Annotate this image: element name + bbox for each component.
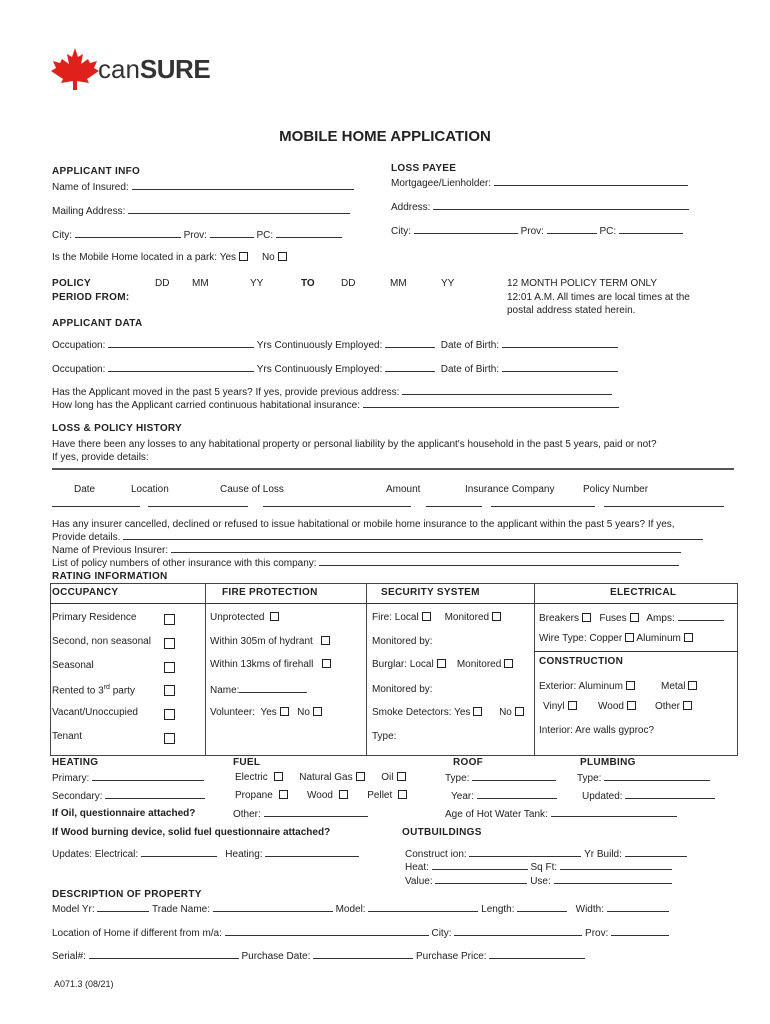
policy-numbers-field[interactable] <box>52 557 679 569</box>
wire-copper-label: Wire Type: Copper <box>539 633 623 644</box>
fire-volunteer <box>210 707 322 718</box>
pellet-checkbox[interactable] <box>398 790 407 799</box>
col-insurance-company: Insurance Company <box>465 484 555 495</box>
policy-note-line2: postal address stated herein. <box>507 305 636 316</box>
copper-checkbox[interactable] <box>625 633 634 642</box>
fire-monitored-checkbox[interactable] <box>492 612 501 621</box>
other-checkbox[interactable] <box>683 701 692 710</box>
updates-row[interactable] <box>52 848 359 860</box>
plumbing-type-field[interactable] <box>577 772 710 784</box>
previous-insurer-label: Name of Previous Insurer: <box>52 545 169 556</box>
yrs-employed-label: Yrs Continuously Employed: <box>256 340 383 351</box>
loss-company-line[interactable] <box>491 506 595 507</box>
purchase-price-label: Purchase Price: <box>415 951 487 962</box>
brand-name-light: can <box>98 54 140 84</box>
electrical-wire <box>539 633 693 644</box>
continuous-label: How long has the Applicant carried continuous habitational insurance: <box>52 400 360 411</box>
heating-primary-field[interactable] <box>52 772 204 784</box>
occupancy-tenant-checkbox[interactable] <box>164 733 175 744</box>
roof-type-field[interactable] <box>445 772 556 784</box>
rating-header-rule <box>50 603 738 604</box>
continuous-insurance-field[interactable] <box>52 399 619 411</box>
fuel-other-field[interactable] <box>233 808 368 820</box>
location-label: Location of Home if different from m/a: <box>52 928 222 939</box>
outbuilding-value-label: Value: <box>405 876 433 887</box>
col-amount: Amount <box>386 484 421 495</box>
col-date: Date <box>74 484 96 495</box>
heating-heading: HEATING <box>52 757 99 768</box>
loss-amount-line[interactable] <box>426 506 482 507</box>
volunteer-label: Volunteer: <box>210 707 256 718</box>
security-smoke <box>372 707 524 718</box>
description-city-label: City: <box>431 928 452 939</box>
exterior-vinyl <box>543 701 577 712</box>
smoke-no-checkbox[interactable] <box>515 707 524 716</box>
prov-label: Prov: <box>520 226 544 237</box>
col-policy-number: Policy Number <box>583 484 649 495</box>
fire-name-field[interactable] <box>210 684 307 696</box>
rating-col-sep-1 <box>205 583 206 756</box>
serial-label: Serial#: <box>52 951 86 962</box>
rating-col-sep-2 <box>366 583 367 756</box>
fire-hydrant <box>210 636 330 647</box>
occupancy-seasonal-checkbox[interactable] <box>164 662 175 673</box>
wire-aluminum-label: Aluminum <box>636 633 681 644</box>
roof-type-label: Type: <box>445 773 470 784</box>
model-row[interactable] <box>52 903 669 915</box>
city-label: City: <box>391 226 411 237</box>
description-prov-label: Prov: <box>585 928 609 939</box>
rented-tail: party <box>109 685 135 697</box>
serial-row[interactable] <box>52 950 585 962</box>
policy-yy-from[interactable]: YY <box>250 278 264 289</box>
park-no-checkbox[interactable] <box>278 252 287 261</box>
policy-dd-to[interactable]: DD <box>341 278 356 289</box>
cancelled-details-field[interactable] <box>52 531 703 543</box>
policy-period-label: PERIOD FROM: <box>52 292 130 303</box>
burglar-local-checkbox[interactable] <box>437 659 446 668</box>
fire-firehall <box>210 659 331 670</box>
volunteer-no-checkbox[interactable] <box>313 707 322 716</box>
tank-label: Age of Hot Water Tank: <box>445 809 548 820</box>
hot-water-tank-field[interactable] <box>445 808 677 820</box>
occupancy-primary-checkbox[interactable] <box>164 614 175 625</box>
wood-questionnaire[interactable]: If Wood burning device, solid fuel questionnaire attached? <box>52 827 331 838</box>
security-monitored-by-1[interactable]: Monitored by: <box>372 636 433 647</box>
rented-sup: rd <box>103 684 110 691</box>
roof-heading: ROOF <box>453 757 484 768</box>
burglar-local-label: Burglar: Local <box>372 659 434 670</box>
loss-table-top-rule <box>52 468 734 470</box>
occupancy-second: Second, non seasonal <box>52 636 151 647</box>
metal-checkbox[interactable] <box>688 681 697 690</box>
hydrant-checkbox[interactable] <box>321 636 330 645</box>
occupancy-vacant: Vacant/Unoccupied <box>52 707 138 718</box>
electric-label: Electric <box>235 772 268 783</box>
mortgagee-label: Mortgagee/Lienholder: <box>391 178 492 189</box>
roof-year-field[interactable] <box>451 790 557 802</box>
occupancy-primary: Primary Residence <box>52 612 137 623</box>
form-code: A071.3 (08/21) <box>54 979 114 989</box>
previous-insurer-field[interactable] <box>52 544 681 556</box>
plumbing-heading: PLUMBING <box>580 757 636 768</box>
occupation-label: Occupation: <box>52 340 106 351</box>
applicant-data-heading: APPLICANT DATA <box>52 318 143 329</box>
unprotected-checkbox[interactable] <box>270 612 279 621</box>
occupancy-vacant-checkbox[interactable] <box>164 709 175 720</box>
volunteer-no-label: No <box>297 707 310 718</box>
occupation-label: Occupation: <box>52 364 106 375</box>
outbuilding-construction-row[interactable] <box>405 848 687 860</box>
volunteer-yes-label: Yes <box>260 707 277 718</box>
fuel-wood-label: Wood <box>307 790 333 801</box>
security-fire <box>372 612 501 623</box>
exterior-aluminum <box>539 681 635 692</box>
mailing-address-field[interactable] <box>52 205 350 217</box>
losses-question: Have there been any losses to any habitational property or personal liability by the applicant's household in the past 5 years, paid or not? <box>52 439 657 450</box>
smoke-no-label: No <box>499 707 512 718</box>
model-label: Model: <box>335 904 366 915</box>
loss-date-line[interactable] <box>52 506 140 507</box>
prov-label: Prov: <box>183 230 207 241</box>
park-yes-checkbox[interactable] <box>239 252 248 261</box>
park-question <box>52 252 287 263</box>
metal-label: Metal <box>661 681 686 692</box>
city-label: City: <box>52 230 72 241</box>
aluminum-checkbox[interactable] <box>684 633 693 642</box>
occupation-row-2[interactable] <box>52 363 618 375</box>
wood-checkbox[interactable] <box>627 701 636 710</box>
description-heading: DESCRIPTION OF PROPERTY <box>52 889 202 900</box>
loss-payee-heading: LOSS PAYEE <box>391 163 457 174</box>
policy-dd-from[interactable]: DD <box>155 278 170 289</box>
pc-label: PC: <box>599 226 617 237</box>
exterior-wood <box>598 701 636 712</box>
heating-secondary-field[interactable] <box>52 790 205 802</box>
policy-mm-from[interactable]: MM <box>192 278 209 289</box>
address-label: Address: <box>391 202 431 213</box>
oil-label: Oil <box>381 772 394 783</box>
exterior-other <box>655 701 692 712</box>
fuses-checkbox[interactable] <box>630 613 639 622</box>
losses-details-prompt: If yes, provide details: <box>52 452 149 463</box>
fire-local-checkbox[interactable] <box>422 612 431 621</box>
pellet-label: Pellet <box>367 790 393 801</box>
electric-checkbox[interactable] <box>274 772 283 781</box>
col-cause: Cause of Loss <box>220 484 284 495</box>
construction-rule <box>534 651 738 652</box>
outbuildings-heading: OUTBUILDINGS <box>402 827 482 838</box>
loss-history-heading: LOSS & POLICY HISTORY <box>52 423 183 434</box>
park-yes-label: Yes <box>219 252 237 263</box>
smoke-yes-label: Smoke Detectors: Yes <box>372 707 471 718</box>
electrical-breakers <box>539 612 724 624</box>
applicant-info-heading: APPLICANT INFO <box>52 166 141 177</box>
moved-label: Has the Applicant moved in the past 5 years? If yes, provide previous address: <box>52 387 400 398</box>
plumbing-updated-label: Updated: <box>582 791 623 802</box>
width-label: Width: <box>575 904 604 915</box>
yrs-employed-label: Yrs Continuously Employed: <box>256 364 383 375</box>
occupancy-heading: OCCUPANCY <box>52 587 119 598</box>
loss-policy-line[interactable] <box>604 506 724 507</box>
plumbing-type-label: Type: <box>577 773 602 784</box>
natural-gas-checkbox[interactable] <box>356 772 365 781</box>
fire-local-label: Fire: Local <box>372 612 419 623</box>
hydrant-label: Within 305m of hydrant <box>210 636 313 647</box>
vinyl-checkbox[interactable] <box>568 701 577 710</box>
electrical-heading: ELECTRICAL <box>610 587 677 598</box>
rented-label: Rented to 3 <box>52 685 104 697</box>
security-heading: SECURITY SYSTEM <box>381 587 480 598</box>
updates-heating-label: Heating: <box>225 849 263 860</box>
fuel-heading: FUEL <box>233 757 261 768</box>
park-no-label: No <box>261 252 275 263</box>
smoke-yes-checkbox[interactable] <box>473 707 482 716</box>
mailing-label: Mailing Address: <box>52 206 126 217</box>
policy-term: 12 MONTH POLICY TERM ONLY <box>507 278 658 289</box>
dob-label: Date of Birth: <box>440 364 500 375</box>
interior-gyproc[interactable]: Interior: Are walls gyproc? <box>539 725 655 736</box>
policy-note-line1: 12:01 A.M. All times are local times at the <box>507 292 690 303</box>
fuel-row-2 <box>235 790 407 801</box>
outbuilding-heat-row[interactable] <box>405 861 672 873</box>
policy-to-label: TO <box>301 278 315 289</box>
applicant-city-row[interactable] <box>52 229 342 241</box>
fuses-label: Fuses <box>599 613 627 624</box>
firehall-checkbox[interactable] <box>322 659 331 668</box>
volunteer-yes-checkbox[interactable] <box>280 707 289 716</box>
col-location: Location <box>131 484 169 495</box>
occupation-row-1[interactable] <box>52 339 618 351</box>
dob-label: Date of Birth: <box>440 340 500 351</box>
fuel-row-1 <box>235 772 406 783</box>
secondary-label: Secondary: <box>52 791 103 802</box>
maple-leaf-icon <box>50 48 100 90</box>
roof-year-label: Year: <box>451 791 474 802</box>
outbuilding-yr-label: Yr Build: <box>584 849 622 860</box>
security-monitored-by-2[interactable]: Monitored by: <box>372 684 433 695</box>
name-insured-label: Name of Insured: <box>52 182 129 193</box>
pc-label: PC: <box>256 230 274 241</box>
wood-label: Wood <box>598 701 624 712</box>
occupancy-seasonal: Seasonal <box>52 660 94 671</box>
mortgagee-field[interactable] <box>391 177 688 189</box>
fire-name-label: Name: <box>210 685 240 696</box>
security-type[interactable]: Type: <box>372 731 397 742</box>
vinyl-label: Vinyl <box>543 701 565 712</box>
policy-yy-to[interactable]: YY <box>441 278 455 289</box>
oil-questionnaire[interactable]: If Oil, questionnaire attached? <box>52 808 196 819</box>
breakers-checkbox[interactable] <box>582 613 591 622</box>
policy-numbers-label: List of policy numbers of other insurance with this company: <box>52 558 317 569</box>
page-title: MOBILE HOME APPLICATION <box>279 128 491 145</box>
oil-checkbox[interactable] <box>397 772 406 781</box>
burglar-monitored-checkbox[interactable] <box>504 659 513 668</box>
occupancy-rented <box>52 684 135 696</box>
rating-heading: RATING INFORMATION <box>52 571 168 582</box>
outbuilding-sqft-label: Sq Ft: <box>530 862 558 873</box>
trade-name-label: Trade Name: <box>152 904 210 915</box>
model-yr-label: Model Yr: <box>52 904 95 915</box>
details-label: Provide details. <box>52 532 121 543</box>
security-burglar <box>372 659 513 670</box>
loss-cause-line[interactable] <box>263 506 411 507</box>
occupancy-rented-checkbox[interactable] <box>164 685 175 696</box>
burglar-monitored-label: Monitored <box>456 659 502 670</box>
outbuilding-construction-label: Construct ion: <box>405 849 467 860</box>
name-insured-field[interactable] <box>52 181 354 193</box>
outbuilding-heat-label: Heat: <box>405 862 429 873</box>
unprotected-label: Unprotected <box>210 612 265 623</box>
amps-label: Amps: <box>646 613 675 624</box>
other-label: Other <box>655 701 681 712</box>
policy-label: POLICY <box>52 278 92 289</box>
exterior-aluminum-checkbox[interactable] <box>626 681 635 690</box>
cancelled-question: Has any insurer cancelled, declined or refused to issue habitational or mobile home insurance to the applicant within the past 5 years? If yes, <box>52 519 675 530</box>
loss-payee-city-row[interactable] <box>391 225 683 237</box>
fire-unprotected <box>210 612 279 623</box>
policy-mm-to[interactable]: MM <box>390 278 407 289</box>
firehall-label: Within 13kms of firehall <box>210 659 314 670</box>
park-question-label: Is the Mobile Home located in a park: <box>52 252 218 263</box>
purchase-date-label: Purchase Date: <box>241 951 311 962</box>
occupancy-tenant: Tenant <box>52 731 83 742</box>
loss-location-line[interactable] <box>148 506 248 507</box>
propane-label: Propane <box>235 790 273 801</box>
exterior-aluminum-label: Exterior: Aluminum <box>539 681 623 692</box>
construction-heading: CONSTRUCTION <box>539 656 624 667</box>
plumbing-updated-field[interactable] <box>582 790 715 802</box>
primary-label: Primary: <box>52 773 90 784</box>
fuel-other-label: Other: <box>233 809 261 820</box>
outbuilding-value-row[interactable] <box>405 875 672 887</box>
rating-col-sep-3 <box>534 583 535 756</box>
breakers-label: Breakers <box>539 613 580 624</box>
length-label: Length: <box>481 904 515 915</box>
occupancy-second-checkbox[interactable] <box>164 638 175 649</box>
exterior-metal <box>661 681 697 692</box>
brand-name-bold: SURE <box>139 54 211 84</box>
moved-field[interactable] <box>52 386 612 398</box>
updates-electrical-label: Updates: Electrical: <box>52 849 139 860</box>
fire-protection-heading: FIRE PROTECTION <box>222 587 318 598</box>
location-row[interactable] <box>52 927 669 939</box>
fuel-wood-checkbox[interactable] <box>339 790 348 799</box>
natural-gas-label: Natural Gas <box>299 772 353 783</box>
loss-payee-address-field[interactable] <box>391 201 689 213</box>
outbuilding-use-label: Use: <box>530 876 551 887</box>
fire-monitored-label: Monitored <box>444 612 490 623</box>
propane-checkbox[interactable] <box>279 790 288 799</box>
